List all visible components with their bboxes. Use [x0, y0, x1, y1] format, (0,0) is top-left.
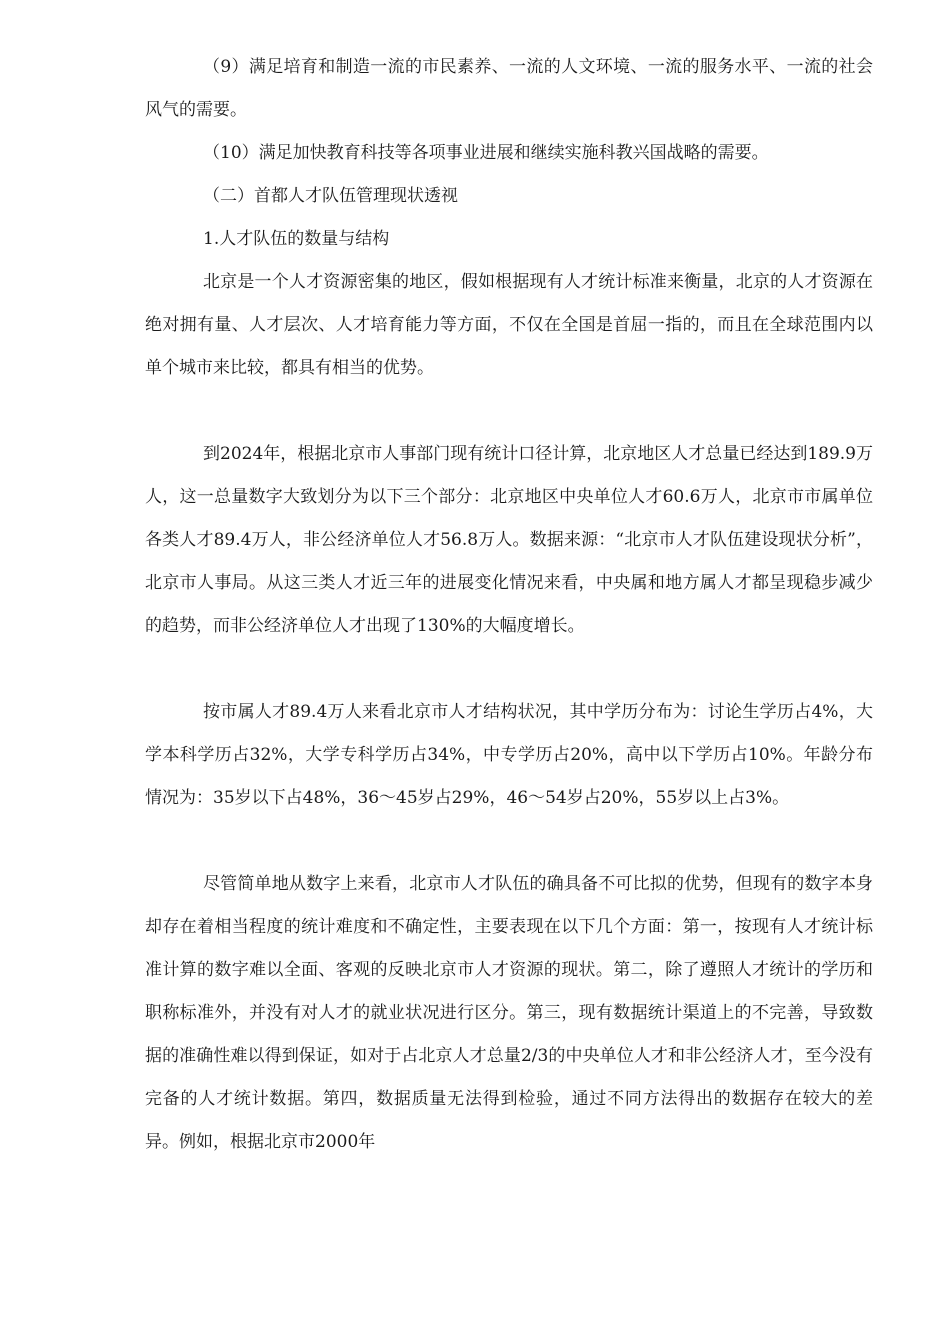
paragraph-spacer [145, 648, 873, 691]
paragraph-overview: 北京是一个人才资源密集的地区，假如根据现有人才统计标准来衡量，北京的人才资源在绝对拥有量、人才层次、人才培育能力等方面，不仅在全国是首屈一指的，而且在全球范围内以单个城市来比较，都具有相当的优势。 [145, 272, 873, 378]
paragraph-statistics-issues: 尽管简单地从数字上来看，北京市人才队伍的确具备不可比拟的优势，但现有的数字本身却存在着相当程度的统计难度和不确定性，主要表现在以下几个方面：第一，按现有人才统计标准计算的数字难以全面、客观的反映北京市人才资源的现状。第二，除了遵照人才统计的学历和职称标准外，并没有对人才的就业状况进行区分。第三，现有数据统计渠道上的不完善，导致数据的准确性难以得到保证，如对于占北京人才总量2/3的中央单位人才和非公经济人才，至今没有完备的人才统计数据。第四，数据质量无法得到检验，通过不同方法得出的数据存在较大的差异。例如，根据北京市2000年 [145, 874, 873, 1152]
section-heading: （二）首都人才队伍管理现状透视 [203, 186, 458, 206]
paragraph-talent-structure: 按市属人才89.4万人来看北京市人才结构状况，其中学历分布为：讨论生学历占4%，大学本科学历占32%，大学专科学历占34%，中专学历占20%，高中以下学历占10%。年龄分布情况为：35岁以下占48%，36～45岁占29%，46～54岁占20%，55岁以上占3%。 [145, 702, 873, 808]
document-page [145, 46, 873, 1164]
paragraph-talent-total: 到2024年，根据北京市人事部门现有统计口径计算，北京地区人才总量已经达到189.9万人，这一总量数字大致划分为以下三个部分：北京地区中央单位人才60.6万人，北京市市属单位各类人才89.4万人，非公经济单位人才56.8万人。数据来源：“北京市人才队伍建设现状分析”，北京市人事局。从这三类人才近三年的进展变化情况来看，中央属和地方属人才都呈现稳步减少的趋势，而非公经济单位人才出现了130%的大幅度增长。 [145, 444, 873, 636]
paragraph-spacer [145, 820, 873, 863]
subsection-heading: 1.人才队伍的数量与结构 [203, 229, 390, 249]
paragraph-spacer [145, 390, 873, 433]
paragraph-item-9: （9）满足培育和制造一流的市民素养、一流的人文环境、一流的服务水平、一流的社会风气的需要。 [145, 57, 873, 120]
paragraph-item-10: （10）满足加快教育科技等各项事业进展和继续实施科教兴国战略的需要。 [203, 143, 769, 163]
